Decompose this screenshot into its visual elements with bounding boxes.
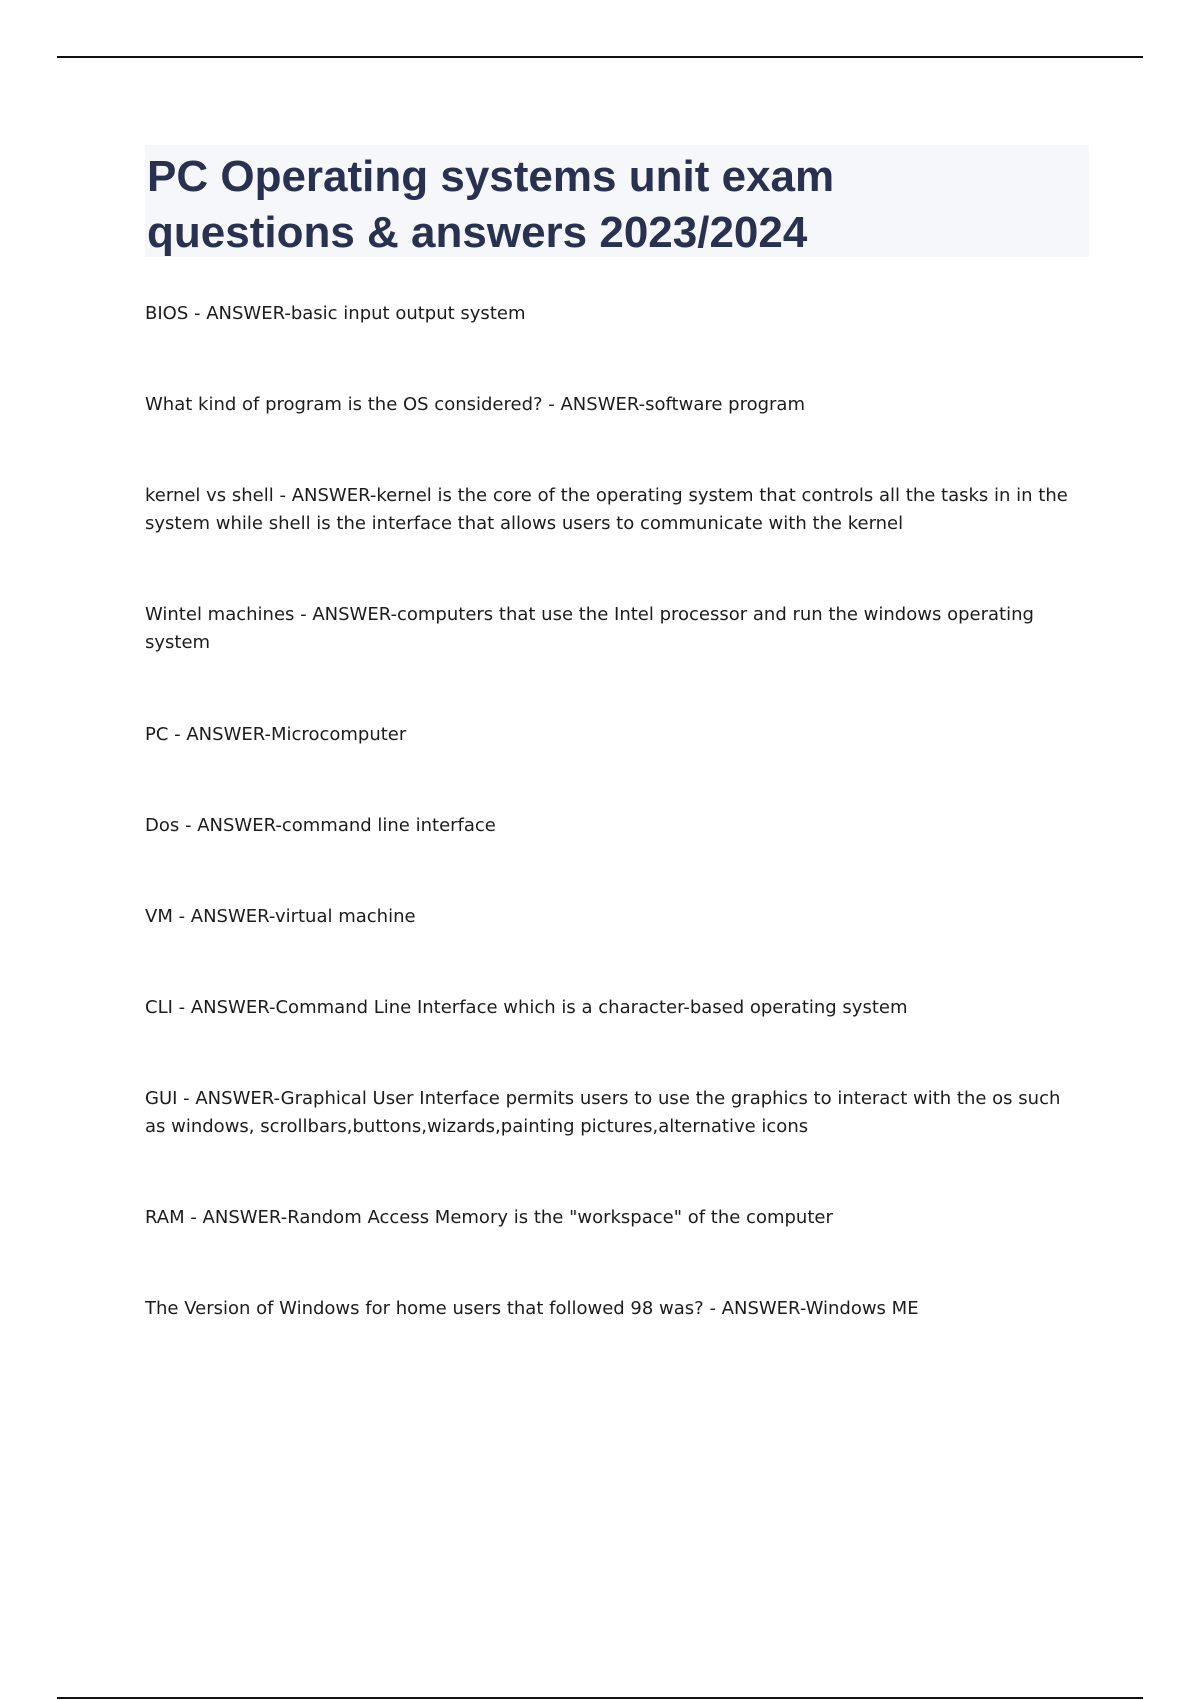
qa-item: Dos - ANSWER-command line interface (145, 815, 496, 836)
top-divider (57, 56, 1143, 58)
qa-item: CLI - ANSWER-Command Line Interface which is a character-based operating system (145, 997, 908, 1018)
qa-item: BIOS - ANSWER-basic input output system (145, 303, 526, 324)
qa-item: PC - ANSWER-Microcomputer (145, 724, 407, 745)
qa-item: The Version of Windows for home users that followed 98 was? - ANSWER-Windows ME (145, 1298, 919, 1319)
qa-item: GUI - ANSWER-Graphical User Interface permits users to use the graphics to interact with the os such as windows, scrollbars,buttons,wizards,painting pictures,alternative icons (145, 1088, 1061, 1137)
bottom-divider (57, 1697, 1143, 1699)
qa-item: RAM - ANSWER-Random Access Memory is the "workspace" of the computer (145, 1207, 833, 1228)
qa-item: kernel vs shell - ANSWER-kernel is the core of the operating system that controls all the tasks in in the system while shell is the interface that allows users to communicate with the kernel (145, 485, 1068, 534)
qa-item: VM - ANSWER-virtual machine (145, 906, 416, 927)
qa-item: Wintel machines - ANSWER-computers that use the Intel processor and run the windows operating system (145, 604, 1034, 653)
title-banner (145, 145, 1089, 257)
document-title: PC Operating systems unit exam questions & answers 2023/2024 (147, 152, 835, 257)
qa-item: What kind of program is the OS considered? - ANSWER-software program (145, 394, 805, 415)
